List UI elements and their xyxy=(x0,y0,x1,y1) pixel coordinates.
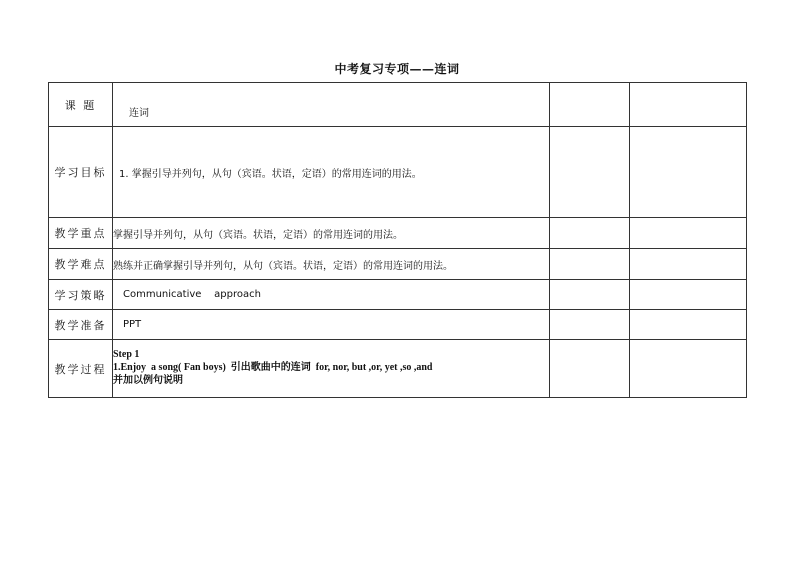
table-row-topic xyxy=(49,83,747,127)
table-row-objectives xyxy=(49,127,747,218)
row-label-objectives: 学习目标 xyxy=(49,127,113,218)
empty-cell xyxy=(630,340,747,398)
step-title: Step 1 xyxy=(113,349,140,360)
empty-cell xyxy=(550,310,630,340)
empty-cell xyxy=(630,218,747,249)
row-content-strategy: Communicative approach xyxy=(113,280,550,310)
empty-cell xyxy=(630,249,747,280)
table-row-strategy xyxy=(49,280,747,310)
table-row-procedure xyxy=(49,340,747,398)
row-label-key-points: 教学重点 xyxy=(49,218,113,249)
empty-cell xyxy=(630,127,747,218)
row-content-key-points: 掌握引导并列句，从句（宾语。状语，定语）的常用连词的用法。 xyxy=(113,218,550,249)
table-row-key-points xyxy=(49,218,747,249)
row-label-preparation: 教学准备 xyxy=(49,310,113,340)
row-content-objectives: 1. 掌握引导并列句，从句（宾语。状语，定语）的常用连词的用法。 xyxy=(113,127,550,218)
empty-cell xyxy=(630,310,747,340)
empty-cell xyxy=(630,83,747,127)
empty-cell xyxy=(550,340,630,398)
empty-cell xyxy=(630,280,747,310)
lesson-plan-table xyxy=(48,82,747,398)
row-content-procedure xyxy=(113,340,550,398)
empty-cell xyxy=(550,218,630,249)
empty-cell xyxy=(550,127,630,218)
table-row-preparation xyxy=(49,310,747,340)
row-label-procedure: 教学过程 xyxy=(49,340,113,398)
empty-cell xyxy=(550,83,630,127)
step-description-continued: 并加以例句说明 xyxy=(113,375,183,386)
row-content-topic: 连词 xyxy=(113,83,550,127)
step-description: 1.Enjoy a song( Fan boys) 引出歌曲中的连词 for, nor, but ,or, yet ,so ,and xyxy=(113,362,433,373)
row-content-difficulties: 熟练并正确掌握引导并列句，从句（宾语。状语，定语）的常用连词的用法。 xyxy=(113,249,550,280)
row-label-strategy: 学习策略 xyxy=(49,280,113,310)
empty-cell xyxy=(550,280,630,310)
row-label-topic: 课 题 xyxy=(49,83,113,127)
empty-cell xyxy=(550,249,630,280)
row-content-preparation: PPT xyxy=(113,310,550,340)
document-title: 中考复习专项——连词 xyxy=(334,62,460,76)
table-row-difficulties xyxy=(49,249,747,280)
row-label-difficulties: 教学难点 xyxy=(49,249,113,280)
